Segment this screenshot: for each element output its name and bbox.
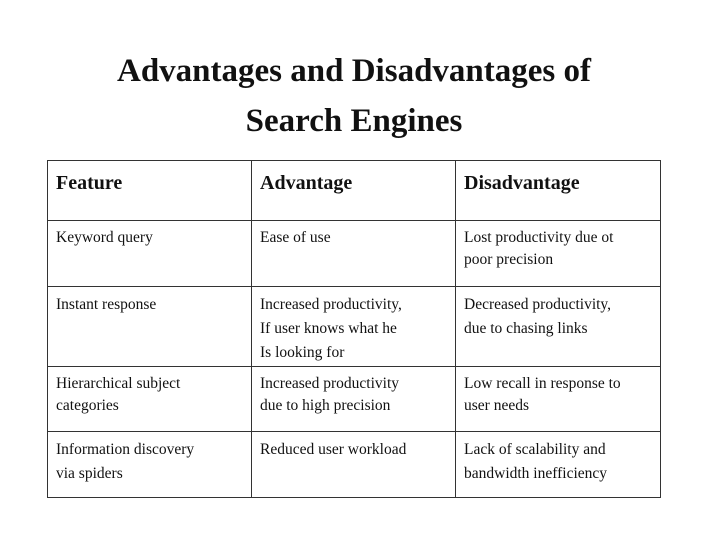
comparison-table xyxy=(47,160,661,498)
cell-text: Instant response xyxy=(56,296,157,313)
advantage-cell xyxy=(252,221,456,287)
table-row xyxy=(48,432,661,498)
header-feature: Feature xyxy=(48,161,252,221)
cell-text: Keyword query xyxy=(56,229,153,246)
disadvantage-cell xyxy=(456,367,661,432)
feature-cell xyxy=(48,432,252,498)
table-row xyxy=(48,367,661,432)
table-header-row xyxy=(48,161,661,221)
cell-text: If user knows what he xyxy=(260,320,397,337)
table-row xyxy=(48,287,661,367)
cell-text: Reduced user workload xyxy=(260,441,407,458)
cell-text: Increased productivity, xyxy=(260,296,402,313)
cell-text: Low recall in response to xyxy=(464,375,621,392)
feature-cell xyxy=(48,287,252,367)
cell-text: categories xyxy=(56,397,119,414)
advantage-cell xyxy=(252,287,456,367)
cell-text: user needs xyxy=(464,397,529,414)
cell-text: Lack of scalability and xyxy=(464,441,606,458)
advantage-cell xyxy=(252,432,456,498)
cell-text: bandwidth inefficiency xyxy=(464,465,608,482)
feature-cell xyxy=(48,221,252,287)
disadvantage-cell xyxy=(456,221,661,287)
cell-text: Increased productivity xyxy=(260,375,400,392)
title-line-1: Advantages and Disadvantages of xyxy=(117,53,591,89)
table-row xyxy=(48,221,661,287)
cell-text: Hierarchical subject xyxy=(56,375,181,392)
title-line-2: Search Engines xyxy=(245,103,463,139)
cell-text: due to high precision xyxy=(260,397,391,414)
cell-text: Information discovery xyxy=(56,441,195,458)
disadvantage-cell xyxy=(456,432,661,498)
cell-text: poor precision xyxy=(464,251,554,268)
header-disadvantage: Disadvantage xyxy=(456,161,661,221)
page-title xyxy=(0,46,708,146)
cell-text: Decreased productivity, xyxy=(464,296,612,313)
feature-cell xyxy=(48,367,252,432)
cell-text: Ease of use xyxy=(260,229,331,246)
header-advantage: Advantage xyxy=(252,161,456,221)
cell-text: Is looking for xyxy=(260,344,345,361)
advantage-cell xyxy=(252,367,456,432)
cell-text: via spiders xyxy=(56,465,123,482)
disadvantage-cell xyxy=(456,287,661,367)
cell-text: due to chasing links xyxy=(464,320,588,337)
cell-text: Lost productivity due ot xyxy=(464,229,614,246)
